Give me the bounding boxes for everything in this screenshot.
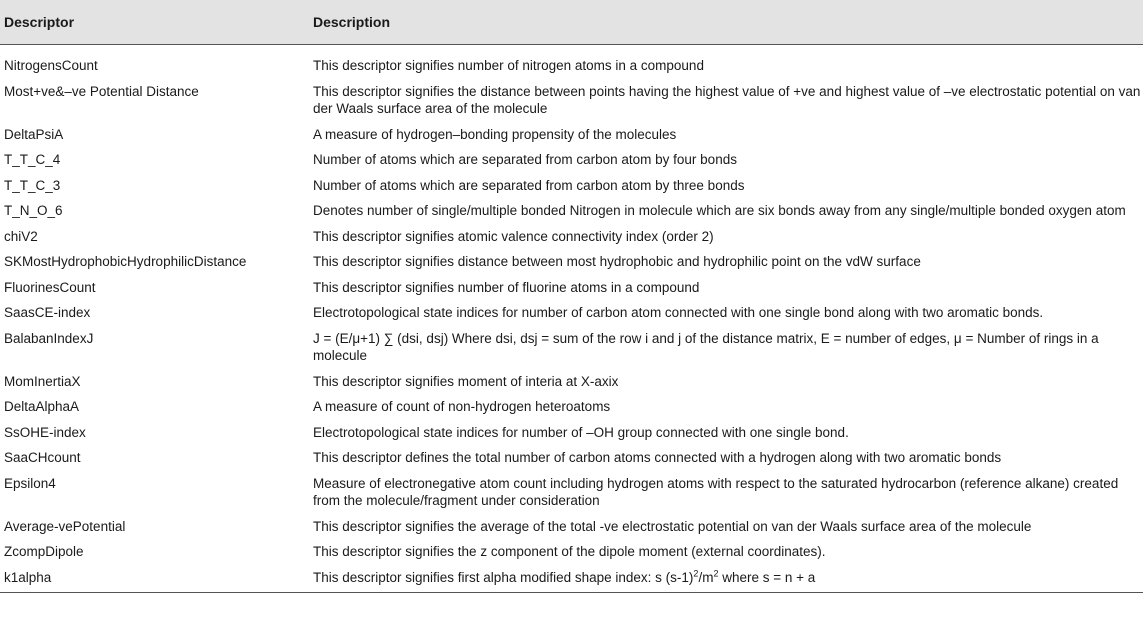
descriptor-cell: T_T_C_3 <box>4 177 61 193</box>
description-cell: This descriptor signifies number of fluorine atoms in a compound <box>313 279 700 295</box>
table-row <box>0 326 1143 369</box>
description-cell: Electrotopological state indices for number of –OH group connected with one single bond. <box>313 424 849 440</box>
descriptor-cell: FluorinesCount <box>4 279 96 295</box>
description-cell: A measure of count of non-hydrogen heteroatoms <box>313 399 611 414</box>
table-body <box>0 45 1143 593</box>
table-row <box>0 565 1143 593</box>
description-cell: This descriptor signifies number of nitrogen atoms in a compound <box>313 58 704 73</box>
description-cell: This descriptor signifies atomic valence connectivity index (order 2) <box>313 228 714 244</box>
table-row <box>0 147 1143 173</box>
table-row <box>0 420 1143 446</box>
header-description: Description <box>309 0 1143 45</box>
table-row <box>0 514 1143 540</box>
description-cell: Number of atoms which are separated from carbon atom by four bonds <box>313 152 737 167</box>
description-cell: Number of atoms which are separated from carbon atom by three bonds <box>313 177 745 193</box>
descriptor-cell: DeltaPsiA <box>4 126 64 142</box>
table-row <box>0 471 1143 514</box>
description-cell: This descriptor defines the total number of carbon atoms connected with a hydrogen along with two aromatic bonds <box>313 450 1002 465</box>
descriptor-cell: BalabanIndexJ <box>4 330 94 346</box>
description-cell: This descriptor signifies moment of interia at X-axix <box>313 373 619 389</box>
description-cell: Electrotopological state indices for number of carbon atom connected with one single bond along with two aromatic bonds. <box>313 305 1044 320</box>
description-cell: A measure of hydrogen–bonding propensity of the molecules <box>313 126 677 142</box>
table-row <box>0 173 1143 199</box>
table-row <box>0 275 1143 301</box>
descriptor-cell: ZcompDipole <box>4 544 84 559</box>
descriptor-cell: k1alpha <box>0 565 309 593</box>
descriptor-cell: MomInertiaX <box>4 373 81 389</box>
descriptor-cell: SaasCE-index <box>4 305 91 320</box>
descriptor-cell: T_T_C_4 <box>4 152 61 167</box>
descriptor-cell: SaaCHcount <box>4 450 81 465</box>
table-row <box>0 122 1143 148</box>
description-cell: This descriptor signifies the distance between points having the highest value of +ve and highest value of –ve electrostatic potential on van der Waals surface area of the molecule <box>313 83 1141 116</box>
table-row <box>0 198 1143 224</box>
description-cell: This descriptor signifies distance between most hydrophobic and hydrophilic point on the vdW surface <box>313 254 921 269</box>
descriptor-cell: DeltaAlphaA <box>4 399 80 414</box>
table-row <box>0 445 1143 471</box>
table-row <box>0 79 1143 122</box>
table-row <box>0 394 1143 420</box>
description-cell: This descriptor signifies first alpha modified shape index: s $(s-1)^2/m^2$ where s = n + a <box>309 565 1143 593</box>
descriptor-cell: SKMostHydrophobicHydrophilicDistance <box>4 254 247 269</box>
descriptor-cell: Average-vePotential <box>4 518 126 534</box>
table-header <box>0 0 1143 45</box>
description-cell: This descriptor signifies the z component of the dipole moment (external coordinates). <box>313 544 826 559</box>
descriptor-cell: T_N_O_6 <box>4 203 63 218</box>
descriptor-cell: SsOHE-index <box>4 424 86 440</box>
descriptor-cell: Most+ve&–ve Potential Distance <box>4 83 199 99</box>
table-row <box>0 300 1143 326</box>
descriptor-cell: NitrogensCount <box>4 58 98 73</box>
table-row <box>0 224 1143 250</box>
descriptor-cell: Epsilon4 <box>4 475 56 491</box>
description-cell: This descriptor signifies the average of the total -ve electrostatic potential on van der Waals surface area of the molecule <box>313 518 1032 534</box>
header-descriptor: Descriptor <box>0 0 309 45</box>
table-row <box>0 45 1143 79</box>
header-row <box>0 0 1143 45</box>
description-cell: Measure of electronegative atom count including hydrogen atoms with respect to the saturated hydrocarbon (reference alkane) created from the molecule/fragment under consideration <box>313 475 1119 508</box>
table-row <box>0 369 1143 395</box>
description-cell: J = (E/μ+1) ∑ (dsi, dsj) Where dsi, dsj = sum of the row i and j of the distance matrix, E = number of edges, μ = Number of rings in a molecule <box>313 330 1099 363</box>
table-row <box>0 249 1143 275</box>
descriptor-cell: chiV2 <box>4 228 38 244</box>
table-row <box>0 539 1143 565</box>
description-cell: Denotes number of single/multiple bonded Nitrogen in molecule which are six bonds away from any single/multiple bonded oxygen atom <box>313 203 1126 218</box>
